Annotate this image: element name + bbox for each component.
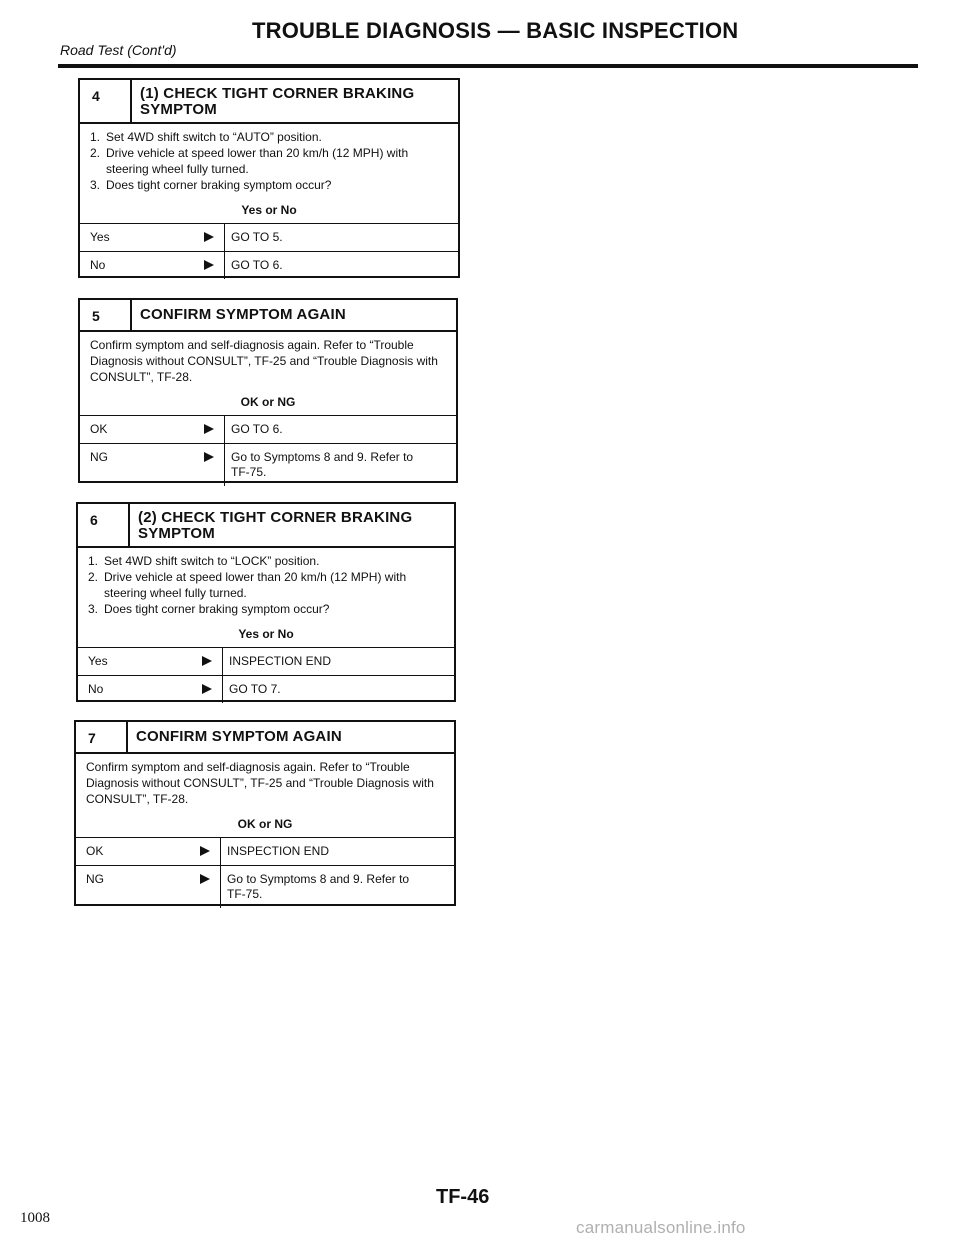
answer-label: NG	[90, 450, 108, 464]
instruction-item: 3. Does tight corner braking symptom occur?	[90, 178, 332, 192]
instruction-item: 3. Does tight corner braking symptom occur?	[88, 602, 330, 616]
step-number: 5	[80, 300, 132, 330]
answer-row	[78, 675, 454, 703]
sheet-number: 1008	[20, 1210, 50, 1226]
step-number: 7	[76, 722, 128, 752]
answer-action: GO TO 6.	[224, 252, 458, 279]
answer-row	[80, 443, 456, 486]
step-title: (2) CHECK TIGHT CORNER BRAKING SYMPTOM	[138, 509, 413, 542]
step-title: CONFIRM SYMPTOM AGAIN	[140, 306, 346, 323]
instruction-item: 2. Drive vehicle at speed lower than 20 km/h (12 MPH) with steering wheel fully turned.	[90, 146, 409, 176]
step-paragraph: Confirm symptom and self-diagnosis again. Refer to “Trouble Diagnosis without CONSULT”, TF-25 and “Trouble Diagnosis with CONSULT”, TF-28.	[86, 760, 434, 806]
step-header	[80, 300, 456, 332]
arrow-right-icon	[204, 452, 214, 462]
arrow-right-icon	[202, 684, 212, 694]
page-number: TF-46	[436, 1186, 490, 1208]
instruction-item: 1. Set 4WD shift switch to “AUTO” position.	[90, 130, 322, 144]
decision-question: Yes or No	[238, 627, 294, 641]
page-title: TROUBLE DIAGNOSIS — BASIC INSPECTION	[252, 18, 739, 43]
instruction-item: 1. Set 4WD shift switch to “LOCK” position.	[88, 554, 320, 568]
answer-label: OK	[90, 422, 108, 436]
step-header	[78, 504, 454, 548]
arrow-right-icon	[204, 260, 214, 270]
arrow-right-icon	[200, 846, 210, 856]
decision-question: OK or NG	[240, 395, 296, 409]
site-watermark: carmanualsonline.info	[576, 1218, 746, 1237]
diagnosis-step-4	[78, 78, 460, 278]
answer-label: NG	[86, 872, 104, 886]
answer-row	[80, 251, 458, 279]
decision-question: Yes or No	[241, 203, 297, 217]
arrow-right-icon	[204, 424, 214, 434]
step-title: (1) CHECK TIGHT CORNER BRAKING SYMPTOM	[140, 85, 415, 118]
step-paragraph: Confirm symptom and self-diagnosis again. Refer to “Trouble Diagnosis without CONSULT”, TF-25 and “Trouble Diagnosis with CONSULT”, TF-28.	[90, 338, 438, 384]
answer-row	[78, 647, 454, 675]
step-number: 4	[80, 80, 132, 122]
answer-action: INSPECTION END	[222, 648, 454, 675]
step-number: 6	[78, 504, 130, 546]
header-rule	[58, 64, 918, 68]
answer-label: Yes	[90, 230, 110, 244]
arrow-right-icon	[202, 656, 212, 666]
answer-label: No	[88, 682, 104, 696]
answer-action: Go to Symptoms 8 and 9. Refer to TF-75.	[220, 866, 454, 908]
answer-row	[76, 865, 454, 908]
answer-action: GO TO 6.	[224, 416, 456, 443]
section-subtitle: Road Test (Cont'd)	[60, 42, 177, 58]
answer-label: OK	[86, 844, 104, 858]
step-instructions	[78, 548, 454, 621]
decision-question: OK or NG	[237, 817, 293, 831]
diagnosis-step-7	[74, 720, 456, 906]
instruction-item: 2. Drive vehicle at speed lower than 20 km/h (12 MPH) with steering wheel fully turned.	[88, 570, 407, 600]
answer-row	[80, 223, 458, 251]
answer-label: Yes	[88, 654, 108, 668]
answer-row	[80, 415, 456, 443]
step-instructions	[80, 124, 458, 197]
diagnosis-step-5	[78, 298, 458, 483]
answer-label: No	[90, 258, 106, 272]
step-title: CONFIRM SYMPTOM AGAIN	[136, 728, 342, 745]
step-header	[76, 722, 454, 754]
arrow-right-icon	[200, 874, 210, 884]
answer-action: Go to Symptoms 8 and 9. Refer to TF-75.	[224, 444, 456, 486]
answer-row	[76, 837, 454, 865]
step-header	[80, 80, 458, 124]
answer-action: GO TO 7.	[222, 676, 454, 703]
arrow-right-icon	[204, 232, 214, 242]
answer-action: GO TO 5.	[224, 224, 458, 251]
answer-action: INSPECTION END	[220, 838, 454, 865]
diagnosis-step-6	[76, 502, 456, 702]
